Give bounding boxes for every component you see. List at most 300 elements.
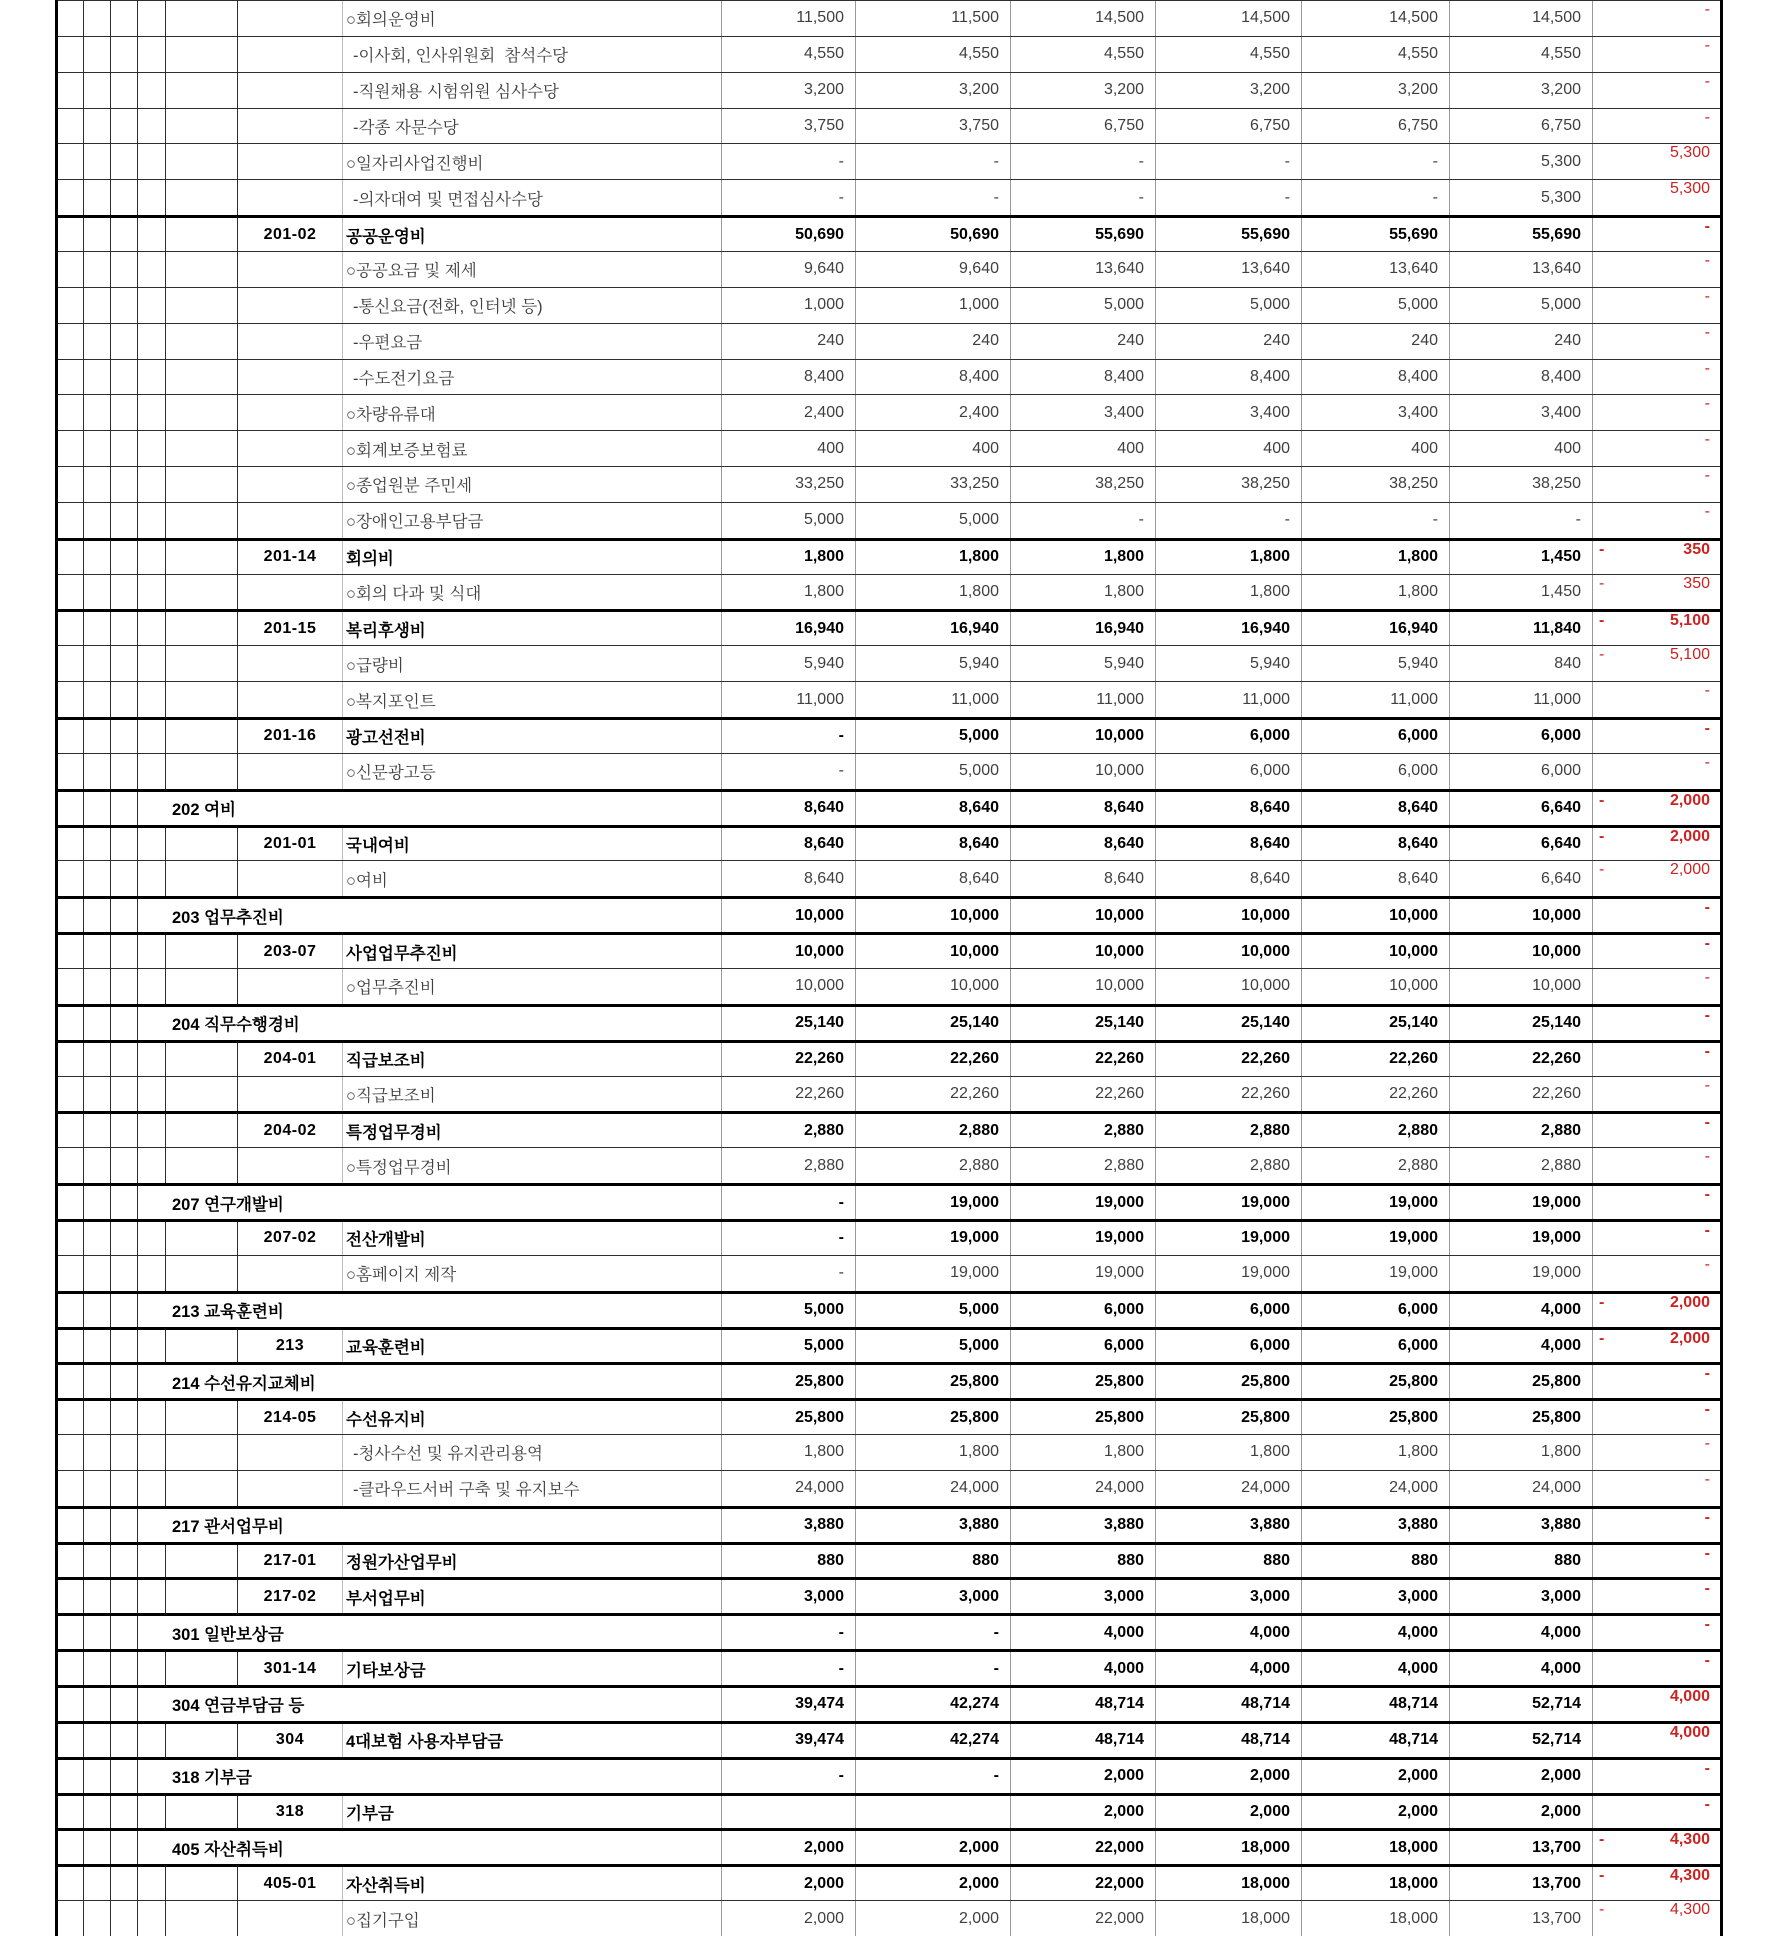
value-cell-4: 4,550: [1156, 37, 1302, 72]
item-name: 국내여비: [346, 837, 410, 855]
diff-cell: [1593, 109, 1723, 127]
table-row: [56, 1183, 1723, 1219]
hier-cell-1: [56, 252, 84, 287]
value-cell-6: 19,000: [1450, 1222, 1593, 1255]
hier-cell-1: [56, 899, 84, 932]
value-cell-5: 1,800: [1302, 1435, 1450, 1470]
value-cell-1: 3,880: [722, 1509, 856, 1542]
table-row: [56, 681, 1723, 717]
hier-cell-4: [138, 1, 166, 36]
value-cell-4: 3,400: [1156, 395, 1302, 430]
hier-cell-2: [84, 180, 111, 215]
diff-cell: [1593, 288, 1723, 306]
table-row: [56, 825, 1723, 861]
item-code-cell: [238, 1077, 343, 1112]
item-name: 복리후생비: [346, 621, 426, 640]
hier-cell-3: [111, 792, 138, 825]
hier-cell-1: [56, 1114, 84, 1147]
item-code-cell: 201-15: [238, 612, 343, 645]
item-name-cell: [343, 935, 722, 968]
value-cell-1: -: [722, 1186, 856, 1219]
value-cell-3: 22,260: [1011, 1043, 1156, 1076]
hier-cell-5: [166, 1043, 238, 1076]
value-cell-5: 10,000: [1302, 935, 1450, 968]
diff-cell: [1593, 754, 1723, 772]
value-cell-3: 2,000: [1011, 1760, 1156, 1793]
hier-cell-1: [56, 1545, 84, 1578]
diff-minus-sign: -: [1599, 1293, 1605, 1311]
item-code-cell: [238, 682, 343, 717]
value-cell-3: 6,000: [1011, 1294, 1156, 1327]
diff-cell: [1593, 646, 1723, 664]
value-cell-6: 240: [1450, 324, 1593, 359]
value-cell-1: 22,260: [722, 1077, 856, 1112]
hier-cell-4: [138, 1652, 166, 1685]
value-cell-2: 5,000: [856, 754, 1011, 789]
hier-cell-3: [111, 360, 138, 395]
value-cell-2: 8,640: [856, 792, 1011, 825]
diff-amount: 350: [1683, 574, 1710, 592]
value-cell-3: 48,714: [1011, 1688, 1156, 1721]
value-cell-3: 11,000: [1011, 682, 1156, 717]
item-name-cell: [343, 180, 722, 215]
item-code-cell: [238, 646, 343, 681]
diff-cell: [1593, 1545, 1723, 1563]
hier-cell-2: [84, 1007, 111, 1040]
value-cell-6: 4,000: [1450, 1616, 1593, 1649]
value-cell-6: 3,000: [1450, 1580, 1593, 1613]
diff-cell: [1593, 1222, 1723, 1240]
value-cell-1: 39,474: [722, 1688, 856, 1721]
hier-cell-2: [84, 575, 111, 610]
value-cell-5: 1,800: [1302, 541, 1450, 574]
value-cell-4: 240: [1156, 324, 1302, 359]
hier-cell-3: [111, 1580, 138, 1613]
hier-cell-1: [56, 1222, 84, 1255]
section-title: 304 연금부담금 등: [172, 1697, 305, 1716]
hier-cell-4: [138, 1545, 166, 1578]
diff-cell: [1593, 73, 1723, 91]
diff-cell: [1593, 1616, 1723, 1634]
value-cell-6: 5,000: [1450, 288, 1593, 323]
diff-amount: 2,000: [1669, 791, 1710, 809]
hier-cell-4: [138, 1043, 166, 1076]
section-title-cell: [138, 1616, 722, 1649]
value-cell-6: 19,000: [1450, 1186, 1593, 1219]
hier-cell-5: [166, 612, 238, 645]
hier-cell-1: [56, 1760, 84, 1793]
item-name-cell: [343, 395, 722, 430]
section-title-cell: [138, 1760, 722, 1793]
hier-cell-1: [56, 1509, 84, 1542]
value-cell-3: 22,000: [1011, 1901, 1156, 1936]
diff-amount: 5,300: [1669, 180, 1710, 198]
diff-amount: -: [1704, 899, 1710, 917]
hier-cell-5: [166, 1330, 238, 1363]
hier-cell-5: [166, 324, 238, 359]
value-cell-3: 13,640: [1011, 252, 1156, 287]
hier-cell-1: [56, 935, 84, 968]
hier-cell-3: [111, 503, 138, 538]
diff-amount: 2,000: [1669, 1293, 1710, 1311]
hier-cell-1: [56, 395, 84, 430]
table-row: [56, 502, 1723, 538]
item-name-cell: [343, 682, 722, 717]
hier-cell-2: [84, 144, 111, 179]
value-cell-3: -: [1011, 144, 1156, 179]
diff-amount: -: [1704, 682, 1710, 700]
hier-cell-3: [111, 431, 138, 466]
value-cell-2: 33,250: [856, 467, 1011, 502]
value-cell-5: 18,000: [1302, 1901, 1450, 1936]
hier-cell-4: [138, 395, 166, 430]
hier-cell-3: [111, 144, 138, 179]
value-cell-2: 24,000: [856, 1471, 1011, 1506]
item-name-cell: [343, 969, 722, 1004]
value-cell-3: 10,000: [1011, 720, 1156, 753]
section-title-cell: [138, 1294, 722, 1327]
value-cell-1: -: [722, 1616, 856, 1649]
item-code-cell: 207-02: [238, 1222, 343, 1255]
item-name: ○장애인고용부담금: [346, 513, 484, 532]
hier-cell-1: [56, 1365, 84, 1398]
value-cell-1: -: [722, 180, 856, 215]
section-title: 203 업무추진비: [172, 908, 284, 927]
hier-cell-5: [166, 144, 238, 179]
value-cell-4: 6,750: [1156, 109, 1302, 144]
hier-cell-2: [84, 1222, 111, 1255]
value-cell-3: 880: [1011, 1545, 1156, 1578]
item-name: 광고선전비: [346, 729, 426, 748]
hier-cell-4: [138, 73, 166, 108]
diff-cell: [1593, 1365, 1723, 1383]
value-cell-2: -: [856, 1616, 1011, 1649]
value-cell-4: 6,000: [1156, 1330, 1302, 1363]
table-row: [56, 789, 1723, 825]
item-name-cell: [343, 646, 722, 681]
table-row: [56, 1470, 1723, 1506]
value-cell-5: 5,000: [1302, 288, 1450, 323]
value-cell-6: 6,750: [1450, 109, 1593, 144]
hier-cell-5: [166, 1724, 238, 1757]
diff-amount: -: [1704, 753, 1710, 771]
value-cell-1: 1,800: [722, 541, 856, 574]
table-row: [56, 932, 1723, 968]
hier-cell-2: [84, 682, 111, 717]
value-cell-4: 3,000: [1156, 1580, 1302, 1613]
table-row: [56, 1577, 1723, 1613]
diff-amount: 2,000: [1669, 827, 1710, 845]
value-cell-5: 8,640: [1302, 792, 1450, 825]
value-cell-1: 25,140: [722, 1007, 856, 1040]
diff-amount: -: [1704, 935, 1710, 953]
diff-cell: [1593, 935, 1723, 953]
value-cell-2: 42,274: [856, 1688, 1011, 1721]
value-cell-5: -: [1302, 144, 1450, 179]
diff-amount: 5,300: [1669, 144, 1710, 162]
item-code-cell: [238, 1471, 343, 1506]
value-cell-4: 3,880: [1156, 1509, 1302, 1542]
hier-cell-1: [56, 1148, 84, 1183]
value-cell-6: 10,000: [1450, 935, 1593, 968]
item-code-cell: [238, 1256, 343, 1291]
diff-amount: -: [1704, 1148, 1710, 1166]
diff-cell: [1593, 1796, 1723, 1814]
value-cell-1: -: [722, 720, 856, 753]
hier-cell-1: [56, 467, 84, 502]
hier-cell-4: [138, 252, 166, 287]
hier-cell-2: [84, 252, 111, 287]
hier-cell-2: [84, 828, 111, 861]
item-name: ○특정업무경비: [346, 1158, 452, 1177]
hier-cell-5: [166, 1401, 238, 1434]
item-code-cell: 203-07: [238, 935, 343, 968]
hier-cell-5: [166, 288, 238, 323]
value-cell-1: 11,500: [722, 1, 856, 36]
value-cell-4: 25,800: [1156, 1365, 1302, 1398]
hier-cell-2: [84, 1186, 111, 1219]
diff-cell: [1593, 1186, 1723, 1204]
item-name: 특정업무경비: [346, 1123, 442, 1142]
value-cell-1: 16,940: [722, 612, 856, 645]
value-cell-4: 10,000: [1156, 935, 1302, 968]
item-name: ○신문광고등: [346, 764, 436, 783]
hier-cell-4: [138, 503, 166, 538]
value-cell-1: 1,800: [722, 1435, 856, 1470]
value-cell-1: 3,200: [722, 73, 856, 108]
hier-cell-5: [166, 861, 238, 896]
table-row: [56, 538, 1723, 574]
value-cell-6: 2,880: [1450, 1148, 1593, 1183]
value-cell-4: -: [1156, 503, 1302, 538]
diff-cell: [1593, 1760, 1723, 1778]
value-cell-2: 5,000: [856, 720, 1011, 753]
diff-cell: [1593, 1256, 1723, 1274]
value-cell-1: 33,250: [722, 467, 856, 502]
hier-cell-2: [84, 1796, 111, 1829]
diff-cell: [1593, 144, 1723, 162]
diff-cell: [1593, 1580, 1723, 1598]
hier-cell-3: [111, 1043, 138, 1076]
hier-cell-5: [166, 1222, 238, 1255]
hier-cell-5: [166, 1256, 238, 1291]
value-cell-3: -: [1011, 503, 1156, 538]
value-cell-1: [722, 1796, 856, 1829]
hier-cell-1: [56, 1867, 84, 1900]
hier-cell-2: [84, 1831, 111, 1864]
hier-cell-5: [166, 218, 238, 251]
value-cell-2: 1,800: [856, 575, 1011, 610]
value-cell-3: 4,550: [1011, 37, 1156, 72]
diff-cell: [1593, 1114, 1723, 1132]
value-cell-3: 14,500: [1011, 1, 1156, 36]
item-name: 정원가산업무비: [346, 1554, 458, 1573]
table-row: [56, 466, 1723, 502]
hier-cell-3: [111, 1509, 138, 1542]
diff-cell: [1593, 431, 1723, 449]
diff-amount: -: [1704, 1616, 1710, 1634]
hier-cell-3: [111, 1652, 138, 1685]
value-cell-3: 1,800: [1011, 541, 1156, 574]
item-name: ○여비: [346, 871, 388, 890]
value-cell-5: 11,000: [1302, 682, 1450, 717]
hier-cell-5: [166, 720, 238, 753]
hier-cell-5: [166, 1435, 238, 1470]
item-name-cell: [343, 288, 722, 323]
value-cell-4: 5,000: [1156, 288, 1302, 323]
value-cell-6: 13,700: [1450, 1901, 1593, 1936]
value-cell-3: 48,714: [1011, 1724, 1156, 1757]
value-cell-6: -: [1450, 503, 1593, 538]
hier-cell-2: [84, 1545, 111, 1578]
value-cell-1: 2,000: [722, 1901, 856, 1936]
diff-amount: -: [1704, 1365, 1710, 1383]
value-cell-1: 4,550: [722, 37, 856, 72]
hier-cell-1: [56, 180, 84, 215]
value-cell-3: 6,000: [1011, 1330, 1156, 1363]
section-title-cell: [138, 1688, 722, 1721]
value-cell-1: 5,000: [722, 1294, 856, 1327]
item-code-cell: [238, 37, 343, 72]
value-cell-6: 22,260: [1450, 1077, 1593, 1112]
hier-cell-1: [56, 541, 84, 574]
hier-cell-1: [56, 575, 84, 610]
hier-cell-5: [166, 1901, 238, 1936]
value-cell-5: 14,500: [1302, 1, 1450, 36]
hier-cell-5: [166, 646, 238, 681]
value-cell-6: 5,300: [1450, 144, 1593, 179]
hier-cell-1: [56, 1435, 84, 1470]
hier-cell-1: [56, 1616, 84, 1649]
value-cell-3: 10,000: [1011, 899, 1156, 932]
hier-cell-2: [84, 467, 111, 502]
value-cell-3: 4,000: [1011, 1616, 1156, 1649]
hier-cell-3: [111, 1294, 138, 1327]
value-cell-2: 22,260: [856, 1077, 1011, 1112]
item-name: ○공공요금 및 제세: [346, 262, 477, 281]
diff-cell: [1593, 37, 1723, 55]
hier-cell-3: [111, 1688, 138, 1721]
value-cell-5: 19,000: [1302, 1222, 1450, 1255]
sub-detail-name: -수도전기요금: [353, 369, 455, 388]
item-name: ○직급보조비: [346, 1086, 436, 1105]
hier-cell-3: [111, 1186, 138, 1219]
hier-cell-4: [138, 288, 166, 323]
value-cell-4: 3,200: [1156, 73, 1302, 108]
hier-cell-2: [84, 1435, 111, 1470]
hier-cell-2: [84, 1256, 111, 1291]
table-row: [56, 717, 1723, 753]
value-cell-1: 9,640: [722, 252, 856, 287]
value-cell-5: 240: [1302, 324, 1450, 359]
hier-cell-1: [56, 861, 84, 896]
value-cell-2: 5,000: [856, 1294, 1011, 1327]
hier-cell-3: [111, 1, 138, 36]
value-cell-5: 4,550: [1302, 37, 1450, 72]
value-cell-5: 3,200: [1302, 73, 1450, 108]
hier-cell-1: [56, 1901, 84, 1936]
item-code-cell: [238, 754, 343, 789]
value-cell-4: 880: [1156, 1545, 1302, 1578]
item-code-cell: [238, 360, 343, 395]
hier-cell-5: [166, 935, 238, 968]
hier-cell-2: [84, 720, 111, 753]
table-row: [56, 72, 1723, 108]
value-cell-6: 6,640: [1450, 828, 1593, 861]
value-cell-2: 10,000: [856, 899, 1011, 932]
hier-cell-3: [111, 720, 138, 753]
item-name-cell: [343, 1330, 722, 1363]
hier-cell-4: [138, 431, 166, 466]
value-cell-3: 19,000: [1011, 1186, 1156, 1219]
value-cell-5: 880: [1302, 1545, 1450, 1578]
value-cell-2: 25,800: [856, 1401, 1011, 1434]
diff-cell: [1593, 575, 1723, 593]
hier-cell-2: [84, 612, 111, 645]
item-code-cell: [238, 467, 343, 502]
value-cell-1: 2,880: [722, 1148, 856, 1183]
value-cell-1: 5,940: [722, 646, 856, 681]
hier-cell-2: [84, 792, 111, 825]
diff-amount: 4,300: [1669, 1901, 1710, 1919]
hier-cell-5: [166, 575, 238, 610]
value-cell-6: 4,000: [1450, 1294, 1593, 1327]
value-cell-6: 11,840: [1450, 612, 1593, 645]
hier-cell-1: [56, 218, 84, 251]
table-row: [56, 1542, 1723, 1578]
value-cell-1: 3,750: [722, 109, 856, 144]
diff-cell: [1593, 467, 1723, 485]
diff-cell: [1593, 1435, 1723, 1453]
hier-cell-1: [56, 288, 84, 323]
item-name: ○회의 다과 및 식대: [346, 585, 482, 604]
hier-cell-4: [138, 1471, 166, 1506]
diff-cell: [1593, 1401, 1723, 1419]
diff-amount: -: [1704, 287, 1710, 305]
value-cell-6: 55,690: [1450, 218, 1593, 251]
hier-cell-4: [138, 218, 166, 251]
item-code-cell: 217-01: [238, 1545, 343, 1578]
value-cell-4: 22,260: [1156, 1077, 1302, 1112]
table-row: [56, 1219, 1723, 1255]
diff-minus-sign: -: [1599, 1831, 1605, 1849]
table-row: [56, 143, 1723, 179]
value-cell-1: 8,640: [722, 792, 856, 825]
item-name-cell: [343, 1580, 722, 1613]
table-row: [56, 609, 1723, 645]
item-name: ○회의운영비: [346, 11, 436, 30]
item-name: ○급량비: [346, 656, 404, 675]
hier-cell-2: [84, 1148, 111, 1183]
value-cell-5: 5,940: [1302, 646, 1450, 681]
sub-detail-name: -청사수선 및 유지관리용역: [353, 1445, 543, 1464]
table-row: [56, 896, 1723, 932]
item-code-cell: 204-02: [238, 1114, 343, 1147]
item-code-cell: 201-16: [238, 720, 343, 753]
diff-amount: -: [1704, 72, 1710, 90]
hier-cell-3: [111, 109, 138, 144]
value-cell-6: 25,800: [1450, 1365, 1593, 1398]
value-cell-6: 880: [1450, 1545, 1593, 1578]
value-cell-6: 13,700: [1450, 1831, 1593, 1864]
item-name-cell: [343, 37, 722, 72]
value-cell-1: 3,000: [722, 1580, 856, 1613]
hier-cell-3: [111, 828, 138, 861]
item-code-cell: [238, 252, 343, 287]
item-name: 자산취득비: [346, 1876, 426, 1895]
value-cell-4: 19,000: [1156, 1256, 1302, 1291]
hier-cell-4: [138, 1077, 166, 1112]
